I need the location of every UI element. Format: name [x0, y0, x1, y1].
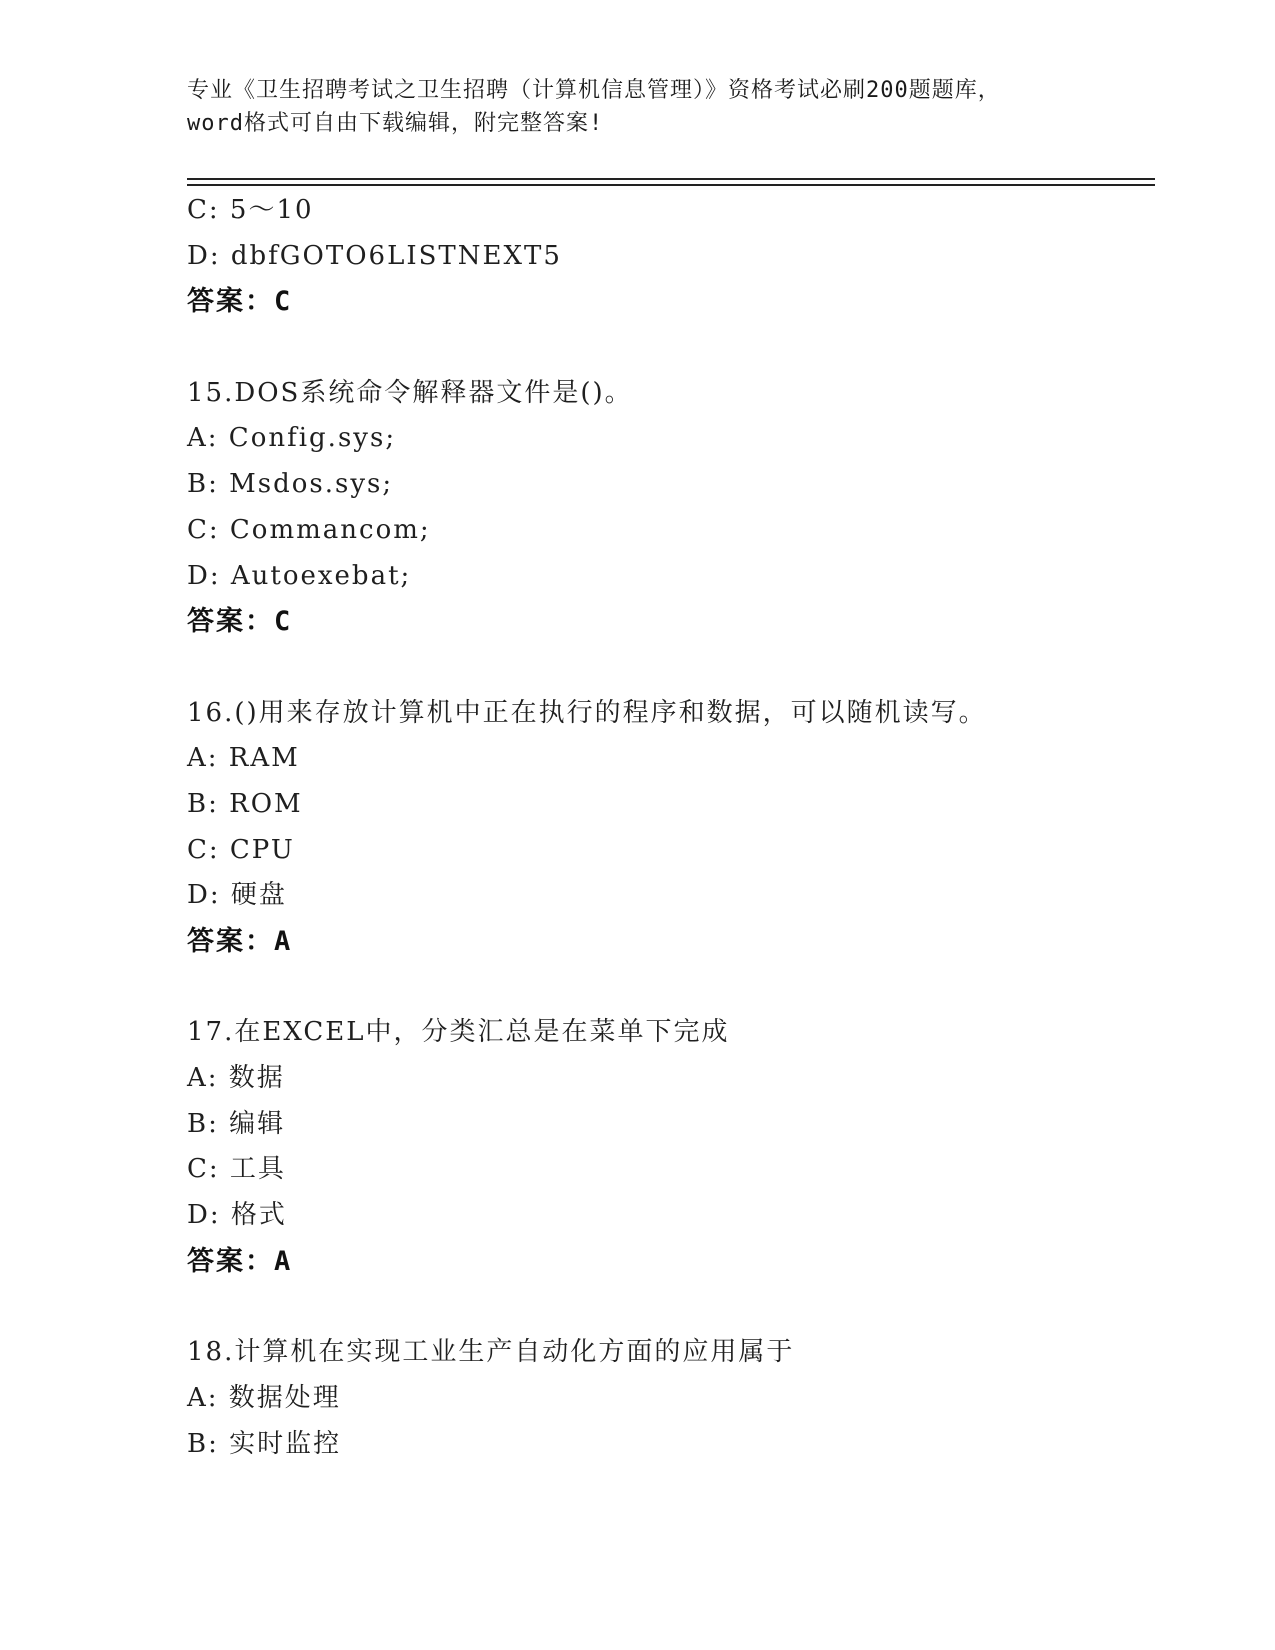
answer-value: C	[274, 286, 293, 318]
question-17	[187, 1010, 1155, 1284]
answer-label: 答案：	[187, 286, 274, 318]
answer-line	[187, 599, 1155, 645]
question-stem: 15.DOS系统命令解释器文件是()。	[187, 377, 633, 408]
answer-value: A	[274, 926, 293, 957]
option-c: C: 工具	[187, 1154, 286, 1185]
header-title-line-2: word格式可自由下载编辑，附完整答案!	[187, 111, 604, 136]
option-a: A: 数据处理	[187, 1382, 341, 1413]
option-a: A: Config.sys;	[187, 423, 397, 454]
option-d: D: dbfGOTO6LISTNEXT5	[187, 240, 562, 271]
option-b: B: 实时监控	[187, 1428, 342, 1459]
spacer	[187, 645, 1155, 691]
spacer	[187, 325, 1155, 371]
question-stem: 17.在EXCEL中，分类汇总是在菜单下完成	[187, 1017, 730, 1048]
document-header	[187, 74, 1087, 140]
question-15	[187, 371, 1155, 645]
option-a: A: 数据	[187, 1063, 285, 1094]
question-stem: 16.()用来存放计算机中正在执行的程序和数据，可以随机读写。	[187, 697, 987, 728]
option-d: D: 硬盘	[187, 880, 287, 911]
option-b: B: 编辑	[187, 1108, 286, 1139]
answer-line	[187, 919, 1155, 965]
header-divider-bottom	[187, 184, 1155, 186]
answer-label: 答案：	[187, 1245, 274, 1277]
question-stem: 18.计算机在实现工业生产自动化方面的应用属于	[187, 1337, 795, 1368]
spacer	[187, 965, 1155, 1011]
option-a: A: RAM	[187, 743, 300, 774]
option-c: C: 5～10	[187, 195, 314, 225]
question-18	[187, 1330, 1155, 1467]
option-b: B: Msdos.sys;	[187, 469, 394, 500]
answer-value: A	[274, 1245, 293, 1277]
answer-line	[187, 1239, 1155, 1285]
option-c: C: Commancom;	[187, 514, 431, 545]
answer-label: 答案：	[187, 926, 274, 957]
answer-value: C	[274, 606, 293, 638]
question-fragment	[187, 188, 1155, 325]
option-b: B: ROM	[187, 788, 303, 819]
header-title-line-1: 专业《卫生招聘考试之卫生招聘（计算机信息管理）》资格考试必刷200题题库，	[187, 78, 1001, 103]
answer-line	[187, 279, 1155, 325]
question-list	[187, 188, 1155, 1467]
spacer	[187, 1285, 1155, 1331]
answer-label: 答案：	[187, 606, 274, 638]
option-c: C: CPU	[187, 834, 295, 865]
option-d: D: Autoexebat;	[187, 560, 412, 591]
option-d: D: 格式	[187, 1200, 287, 1231]
header-divider-top	[187, 178, 1155, 180]
question-16	[187, 691, 1155, 965]
